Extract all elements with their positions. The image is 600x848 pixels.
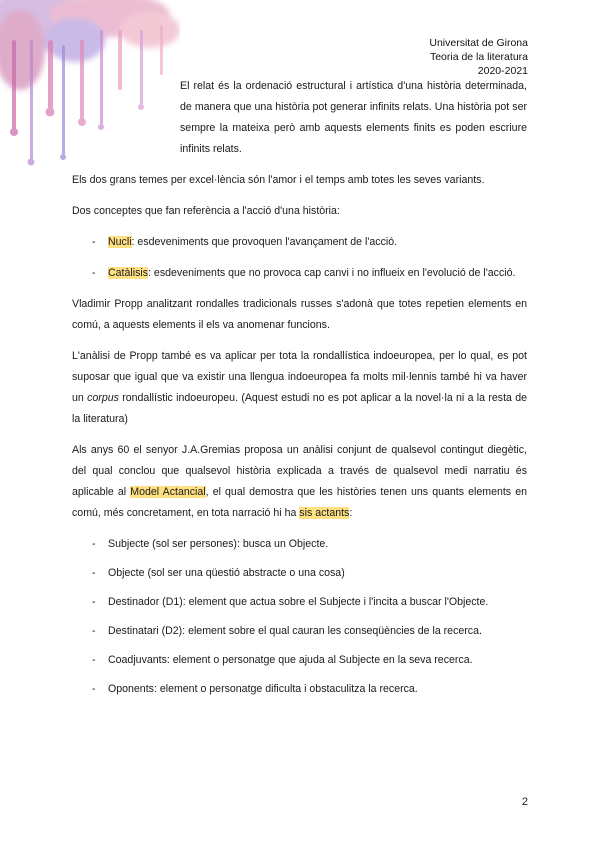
page-number: 2	[521, 796, 528, 808]
list-item	[72, 621, 527, 642]
list-marker: -	[92, 236, 96, 248]
list-item	[72, 650, 527, 671]
list-item	[72, 263, 527, 284]
analysis-italic-term: corpus	[87, 392, 119, 404]
list-item	[72, 563, 527, 584]
list-item-text: : esdeveniments que provoquen l'avançament de l'acció.	[131, 236, 398, 248]
list-marker: -	[92, 596, 96, 608]
list-item-text: Subjecte (sol ser persones): busca un Objecte.	[108, 538, 329, 550]
header-year: 2020-2021	[477, 65, 528, 77]
analysis-paragraph	[72, 346, 527, 430]
concepts-list	[72, 232, 527, 284]
themes-paragraph: Els dos grans temes per excel·lència són l'amor i el temps amb totes les seves variants.	[72, 174, 485, 186]
greimas-text-3: :	[349, 507, 353, 519]
greimas-paragraph	[72, 440, 527, 524]
highlighted-term: sis actants	[299, 507, 350, 519]
list-item	[72, 534, 527, 555]
list-item-text: Objecte (sol ser una qüestió abstracte o una cosa)	[108, 567, 345, 579]
propp-paragraph: Vladimir Propp analitzant rondalles tradicionals russes s'adonà que totes repetien elements en comú, a aquests elements il els va anomenar funcions.	[72, 298, 527, 331]
list-item-text: Coadjuvants: element o personatge que ajuda al Subjecte en la seva recerca.	[108, 654, 473, 666]
list-item-text: Destinatari (D2): element sobre el qual cauran les conseqüències de la recerca.	[108, 625, 482, 637]
list-item	[72, 592, 527, 613]
intro-paragraph: El relat és la ordenació estructural i artística d'una història determinada, de manera que una història pot generar infinits relats. Una història pot ser sempre la mateixa però amb aquests elements finits es poden escriure infinits relats.	[180, 80, 527, 155]
header-course: Teoria de la literatura	[429, 51, 528, 63]
list-marker: -	[92, 654, 96, 666]
highlighted-term: Model Actancial	[130, 486, 206, 498]
document-header	[429, 36, 528, 78]
list-marker: -	[92, 538, 96, 550]
concepts-intro-paragraph: Dos conceptes que fan referència a l'acció d'una història:	[72, 205, 340, 217]
document-body	[72, 76, 527, 710]
greimas-text-2: , el qual demostra que les històries tenen uns quants elements en comú, més concretament, en tota narració hi ha	[72, 486, 527, 519]
list-item-text: Oponents: element o personatge dificulta i obstaculitza la recerca.	[108, 683, 418, 695]
highlighted-term: Nucli	[108, 236, 132, 248]
list-item	[72, 232, 527, 253]
analysis-text-after: rondallístic indoeuropeu. (Aquest estudi no es pot aplicar a la novel·la ni a la resta de la literatura)	[72, 392, 528, 425]
list-item-text: : esdeveniments que no provoca cap canvi i no influeix en l'evolució de l'acció.	[148, 267, 516, 279]
list-item-text: Destinador (D1): element que actua sobre el Subjecte i l'incita a buscar l'Objecte.	[108, 596, 489, 608]
analysis-text-before: L'anàlisi de Propp també es va aplicar per tota la rondallística indoeuropea, per lo qual, es pot suposar que igual que va existir una llengua indoeuropea fa molts mil·lennis també hi va haver un	[72, 350, 527, 404]
list-marker: -	[92, 267, 96, 279]
list-marker: -	[92, 683, 96, 695]
list-item	[72, 679, 527, 700]
highlighted-term: Catàlisis	[108, 267, 149, 279]
header-university: Universitat de Girona	[429, 37, 528, 49]
list-marker: -	[92, 567, 96, 579]
greimas-text-1: Als anys 60 el senyor J.A.Gremias proposa un anàlisi conjunt de qualsevol contingut diegètic, del qual conclou que qualsevol història explicada a través de qualsevol medi narratiu és aplicable al	[72, 444, 527, 498]
list-marker: -	[92, 625, 96, 637]
actants-list	[72, 534, 527, 700]
